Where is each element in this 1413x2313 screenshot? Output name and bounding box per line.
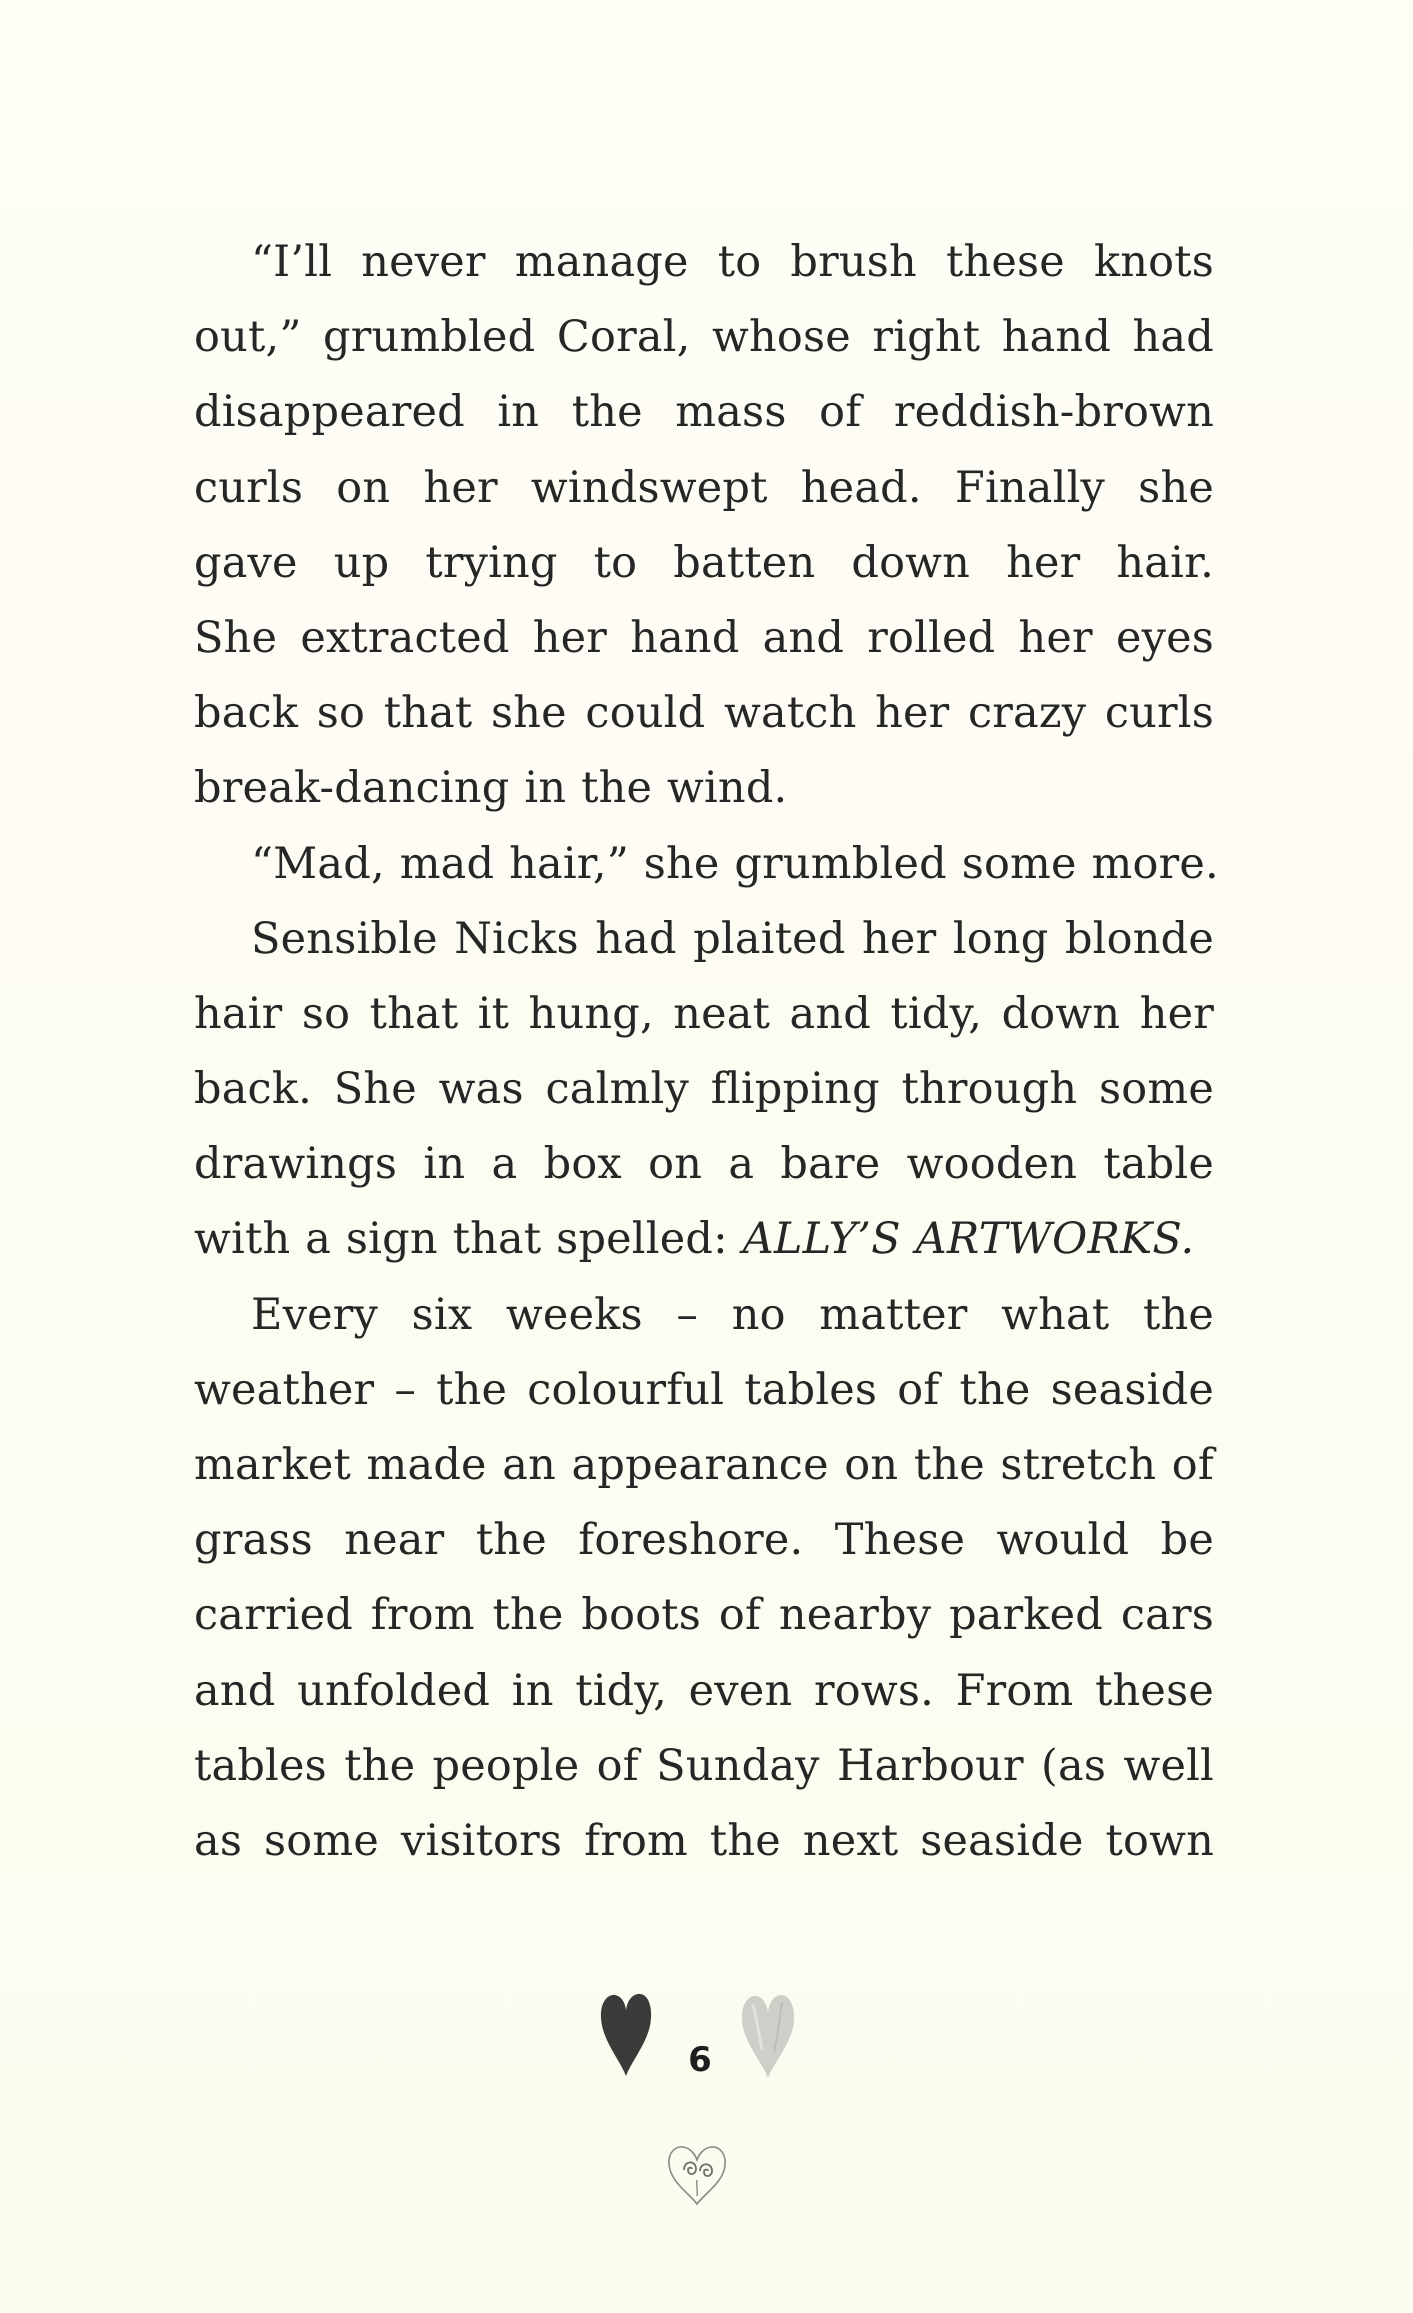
text-line: break-dancing in the wind. [194,763,788,814]
text-line: curls on her windswept head. Finally she [194,462,1214,513]
text-line: tables the people of Sunday Harbour (as well [194,1740,1214,1791]
page-footer [0,1990,1413,2240]
text-line: gave up trying to batten down her hair. [194,537,1214,588]
paragraph-4 [194,1278,1214,1880]
paragraph-1 [194,225,1214,827]
text-line: “Mad, mad hair,” she grumbled some more. [251,838,1219,889]
sign-text: ALLY’S ARTWORKS. [742,1214,1195,1265]
text-line: market made an appearance on the stretch of [194,1440,1214,1490]
body-text [194,225,1219,1879]
text-line: as some visitors from the next seaside town [194,1815,1214,1866]
page-number: 6 [688,2040,712,2080]
text-line: drawings in a box on a bare wooden table [194,1139,1214,1190]
text-line: carried from the boots of nearby parked cars [194,1590,1214,1641]
paragraph-3 [194,902,1214,1278]
heart-dark-icon [598,1990,654,2078]
text-line: back so that she could watch her crazy curls [194,688,1214,739]
text-line: and unfolded in tidy, even rows. From these [194,1665,1214,1716]
text-line: grass near the foreshore. These would be [194,1515,1214,1566]
text-line-lead: with a sign that spelled: [194,1214,728,1265]
text-line [194,1202,1214,1277]
text-line: weather – the colourful tables of the seaside [194,1364,1214,1415]
heart-swirl-icon [662,2140,732,2210]
text-line: Sensible Nicks had plaited her long blonde [251,913,1214,964]
text-line: She extracted her hand and rolled her eyes [194,612,1214,663]
paragraph-2 [194,827,1219,902]
text-line: back. She was calmly flipping through some [194,1064,1214,1115]
text-line: Every six weeks – no matter what the [251,1289,1214,1340]
text-line: “I’ll never manage to brush these knots [251,237,1214,287]
text-line: disappeared in the mass of reddish-brown [194,387,1214,438]
text-line: hair so that it hung, neat and tidy, down her [194,988,1214,1039]
heart-light-icon [738,1990,798,2080]
text-line: out,” grumbled Coral, whose right hand had [194,312,1214,363]
